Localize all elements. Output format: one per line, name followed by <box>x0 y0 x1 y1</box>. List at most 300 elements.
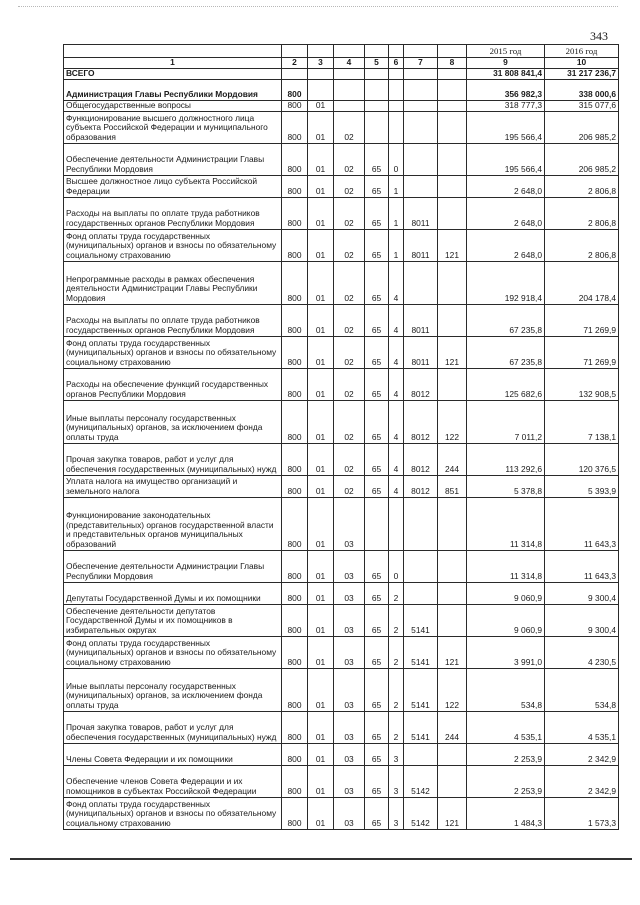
row-direction-cell <box>404 550 438 582</box>
row-amount-2015-cell: 7 011,2 <box>467 400 545 443</box>
row-program-cell <box>365 100 389 111</box>
row-name-cell: Высшее должностное лицо субъекта Российской Федерации <box>64 175 282 197</box>
row-section-cell: 01 <box>308 304 334 336</box>
row-expense-type-cell <box>438 111 467 143</box>
row-expense-type-cell: 121 <box>438 797 467 829</box>
row-program-cell: 65 <box>365 400 389 443</box>
row-amount-2016-cell: 534,8 <box>545 668 619 711</box>
row-amount-2015-cell: 195 566,4 <box>467 111 545 143</box>
row-subsection-cell: 03 <box>334 743 365 765</box>
row-subprogram-cell: 4 <box>389 368 404 400</box>
table-row <box>64 111 619 143</box>
row-program-cell: 65 <box>365 668 389 711</box>
row-program-cell <box>365 68 389 79</box>
row-admin-code-cell <box>282 68 308 79</box>
row-expense-type-cell <box>438 175 467 197</box>
table-row <box>64 711 619 743</box>
row-expense-type-cell <box>438 68 467 79</box>
row-name-cell: Иные выплаты персоналу государственных (муниципальных) органов, за исключением фонда оплаты труда <box>64 668 282 711</box>
row-direction-cell: 5141 <box>404 668 438 711</box>
row-section-cell: 01 <box>308 475 334 497</box>
row-amount-2015-cell: 5 378,8 <box>467 475 545 497</box>
row-subsection-cell: 03 <box>334 550 365 582</box>
row-direction-cell <box>404 497 438 550</box>
row-amount-2016-cell: 120 376,5 <box>545 443 619 475</box>
row-admin-code-cell: 800 <box>282 111 308 143</box>
column-number: 8 <box>438 58 467 69</box>
table-row <box>64 668 619 711</box>
row-section-cell: 01 <box>308 368 334 400</box>
row-direction-cell: 8011 <box>404 336 438 368</box>
table-row <box>64 304 619 336</box>
row-admin-code-cell: 800 <box>282 304 308 336</box>
row-program-cell: 65 <box>365 604 389 636</box>
row-program-cell <box>365 79 389 100</box>
row-subsection-cell: 02 <box>334 229 365 261</box>
row-program-cell: 65 <box>365 368 389 400</box>
row-subprogram-cell: 4 <box>389 304 404 336</box>
row-subsection-cell: 03 <box>334 765 365 797</box>
row-name-cell: ВСЕГО <box>64 68 282 79</box>
row-program-cell: 65 <box>365 743 389 765</box>
row-direction-cell <box>404 79 438 100</box>
row-name-cell: Уплата налога на имущество организаций и земельного налога <box>64 475 282 497</box>
row-subsection-cell: 02 <box>334 197 365 229</box>
row-name-cell: Администрация Главы Республики Мордовия <box>64 79 282 100</box>
row-amount-2016-cell: 2 806,8 <box>545 197 619 229</box>
row-subsection-cell: 02 <box>334 175 365 197</box>
row-amount-2015-cell: 125 682,6 <box>467 368 545 400</box>
header-empty-cell <box>365 45 389 58</box>
header-empty-cell <box>389 45 404 58</box>
row-name-cell: Депутаты Государственной Думы и их помощники <box>64 582 282 604</box>
row-admin-code-cell: 800 <box>282 497 308 550</box>
row-amount-2016-cell: 2 342,9 <box>545 743 619 765</box>
row-subprogram-cell: 1 <box>389 229 404 261</box>
header-empty-cell <box>282 45 308 58</box>
row-amount-2015-cell: 192 918,4 <box>467 261 545 304</box>
row-amount-2015-cell: 3 991,0 <box>467 636 545 668</box>
row-section-cell: 01 <box>308 711 334 743</box>
row-program-cell: 65 <box>365 765 389 797</box>
row-direction-cell <box>404 143 438 175</box>
row-section-cell: 01 <box>308 175 334 197</box>
row-name-cell: Фонд оплаты труда государственных (муниципальных) органов и взносы по обязательному социальному страхованию <box>64 336 282 368</box>
row-admin-code-cell: 800 <box>282 143 308 175</box>
row-program-cell: 65 <box>365 550 389 582</box>
row-subsection-cell <box>334 100 365 111</box>
row-name-cell: Обеспечение деятельности Администрации Главы Республики Мордовия <box>64 143 282 175</box>
row-amount-2015-cell: 9 060,9 <box>467 582 545 604</box>
row-amount-2016-cell: 338 000,6 <box>545 79 619 100</box>
table-row <box>64 368 619 400</box>
row-amount-2016-cell: 1 573,3 <box>545 797 619 829</box>
row-section-cell: 01 <box>308 443 334 475</box>
row-admin-code-cell: 800 <box>282 668 308 711</box>
row-admin-code-cell: 800 <box>282 711 308 743</box>
row-expense-type-cell: 122 <box>438 400 467 443</box>
row-direction-cell: 5141 <box>404 604 438 636</box>
row-expense-type-cell <box>438 261 467 304</box>
row-name-cell: Функционирование высшего должностного лица субъекта Российской Федерации и муниципального образования <box>64 111 282 143</box>
table-row <box>64 400 619 443</box>
row-expense-type-cell <box>438 197 467 229</box>
row-amount-2015-cell: 356 982,3 <box>467 79 545 100</box>
row-section-cell: 01 <box>308 143 334 175</box>
row-program-cell: 65 <box>365 443 389 475</box>
row-amount-2015-cell: 67 235,8 <box>467 336 545 368</box>
row-amount-2015-cell: 9 060,9 <box>467 604 545 636</box>
row-program-cell: 65 <box>365 261 389 304</box>
row-admin-code-cell: 800 <box>282 765 308 797</box>
bottom-rule <box>10 858 632 860</box>
row-name-cell: Расходы на выплаты по оплате труда работников государственных органов Республики Мордовия <box>64 197 282 229</box>
row-name-cell: Обеспечение членов Совета Федерации и их помощников в субъектах Российской Федерации <box>64 765 282 797</box>
row-program-cell: 65 <box>365 475 389 497</box>
column-number: 2 <box>282 58 308 69</box>
table-row <box>64 765 619 797</box>
row-amount-2015-cell: 2 648,0 <box>467 229 545 261</box>
row-admin-code-cell: 800 <box>282 636 308 668</box>
row-amount-2015-cell: 31 808 841,4 <box>467 68 545 79</box>
row-name-cell: Прочая закупка товаров, работ и услуг для обеспечения государственных (муниципальных) нужд <box>64 443 282 475</box>
row-amount-2015-cell: 1 484,3 <box>467 797 545 829</box>
row-admin-code-cell: 800 <box>282 443 308 475</box>
row-expense-type-cell <box>438 582 467 604</box>
row-section-cell: 01 <box>308 400 334 443</box>
row-subprogram-cell: 4 <box>389 475 404 497</box>
row-section-cell: 01 <box>308 229 334 261</box>
row-subprogram-cell: 4 <box>389 336 404 368</box>
row-amount-2016-cell: 71 269,9 <box>545 304 619 336</box>
table-row <box>64 443 619 475</box>
row-subsection-cell: 03 <box>334 582 365 604</box>
row-section-cell: 01 <box>308 668 334 711</box>
row-section-cell: 01 <box>308 765 334 797</box>
row-admin-code-cell: 800 <box>282 475 308 497</box>
row-name-cell: Иные выплаты персоналу государственных (муниципальных) органов, за исключением фонда оплаты труда <box>64 400 282 443</box>
table-row <box>64 79 619 100</box>
row-expense-type-cell: 244 <box>438 443 467 475</box>
row-program-cell: 65 <box>365 143 389 175</box>
row-subprogram-cell: 4 <box>389 400 404 443</box>
row-subprogram-cell: 4 <box>389 443 404 475</box>
table-row <box>64 229 619 261</box>
row-subprogram-cell: 1 <box>389 197 404 229</box>
row-subsection-cell: 02 <box>334 400 365 443</box>
row-admin-code-cell: 800 <box>282 582 308 604</box>
row-admin-code-cell: 800 <box>282 604 308 636</box>
row-direction-cell: 8012 <box>404 400 438 443</box>
column-number: 4 <box>334 58 365 69</box>
row-amount-2015-cell: 2 648,0 <box>467 175 545 197</box>
header-empty-cell <box>438 45 467 58</box>
table-row <box>64 743 619 765</box>
row-subprogram-cell: 4 <box>389 261 404 304</box>
row-admin-code-cell: 800 <box>282 743 308 765</box>
table-row <box>64 175 619 197</box>
row-subsection-cell: 02 <box>334 143 365 175</box>
row-direction-cell: 5141 <box>404 711 438 743</box>
header-empty-cell <box>334 45 365 58</box>
row-section-cell: 01 <box>308 197 334 229</box>
row-amount-2016-cell: 204 178,4 <box>545 261 619 304</box>
row-subprogram-cell: 3 <box>389 797 404 829</box>
row-amount-2016-cell: 4 230,5 <box>545 636 619 668</box>
budget-table-body <box>64 68 619 829</box>
row-subsection-cell: 02 <box>334 261 365 304</box>
year-header-row <box>64 45 619 58</box>
row-expense-type-cell <box>438 100 467 111</box>
row-admin-code-cell: 800 <box>282 336 308 368</box>
row-direction-cell <box>404 743 438 765</box>
row-name-cell: Расходы на обеспечение функций государственных органов Республики Мордовия <box>64 368 282 400</box>
row-subprogram-cell: 3 <box>389 765 404 797</box>
row-expense-type-cell <box>438 368 467 400</box>
row-expense-type-cell: 121 <box>438 229 467 261</box>
row-subsection-cell: 02 <box>334 443 365 475</box>
row-direction-cell <box>404 68 438 79</box>
row-section-cell: 01 <box>308 636 334 668</box>
header-empty-cell <box>404 45 438 58</box>
row-subprogram-cell: 2 <box>389 711 404 743</box>
table-row <box>64 197 619 229</box>
row-subsection-cell: 02 <box>334 336 365 368</box>
row-amount-2016-cell: 11 643,3 <box>545 497 619 550</box>
row-subprogram-cell: 2 <box>389 636 404 668</box>
table-row <box>64 582 619 604</box>
row-amount-2015-cell: 2 648,0 <box>467 197 545 229</box>
row-admin-code-cell: 800 <box>282 175 308 197</box>
row-section-cell <box>308 79 334 100</box>
row-direction-cell <box>404 111 438 143</box>
header-empty-cell <box>64 45 282 58</box>
row-admin-code-cell: 800 <box>282 261 308 304</box>
row-amount-2016-cell: 206 985,2 <box>545 143 619 175</box>
row-name-cell: Фонд оплаты труда государственных (муниципальных) органов и взносы по обязательному социальному страхованию <box>64 797 282 829</box>
row-expense-type-cell <box>438 143 467 175</box>
row-section-cell <box>308 68 334 79</box>
row-amount-2015-cell: 2 253,9 <box>467 743 545 765</box>
table-row <box>64 68 619 79</box>
row-amount-2015-cell: 67 235,8 <box>467 304 545 336</box>
row-subprogram-cell: 0 <box>389 550 404 582</box>
table-row <box>64 497 619 550</box>
table-row <box>64 336 619 368</box>
row-expense-type-cell: 121 <box>438 636 467 668</box>
row-direction-cell: 8012 <box>404 443 438 475</box>
row-direction-cell <box>404 582 438 604</box>
row-direction-cell <box>404 175 438 197</box>
row-admin-code-cell: 800 <box>282 797 308 829</box>
row-expense-type-cell <box>438 304 467 336</box>
row-expense-type-cell <box>438 604 467 636</box>
row-expense-type-cell <box>438 765 467 797</box>
row-section-cell: 01 <box>308 582 334 604</box>
row-name-cell: Члены Совета Федерации и их помощники <box>64 743 282 765</box>
row-program-cell: 65 <box>365 304 389 336</box>
row-program-cell: 65 <box>365 336 389 368</box>
header-empty-cell <box>308 45 334 58</box>
column-number: 3 <box>308 58 334 69</box>
row-amount-2015-cell: 2 253,9 <box>467 765 545 797</box>
table-row <box>64 475 619 497</box>
column-number: 1 <box>64 58 282 69</box>
row-subprogram-cell <box>389 497 404 550</box>
row-name-cell: Непрограммные расходы в рамках обеспечения деятельности Администрации Главы Республики Мордовия <box>64 261 282 304</box>
row-amount-2016-cell: 7 138,1 <box>545 400 619 443</box>
row-subprogram-cell: 2 <box>389 582 404 604</box>
row-name-cell: Прочая закупка товаров, работ и услуг для обеспечения государственных (муниципальных) нужд <box>64 711 282 743</box>
row-subsection-cell <box>334 79 365 100</box>
column-number: 9 <box>467 58 545 69</box>
row-amount-2016-cell: 132 908,5 <box>545 368 619 400</box>
row-amount-2015-cell: 195 566,4 <box>467 143 545 175</box>
row-subprogram-cell: 3 <box>389 743 404 765</box>
row-direction-cell <box>404 100 438 111</box>
row-amount-2016-cell: 315 077,6 <box>545 100 619 111</box>
row-admin-code-cell: 800 <box>282 197 308 229</box>
row-amount-2016-cell: 4 535,1 <box>545 711 619 743</box>
row-amount-2016-cell: 31 217 236,7 <box>545 68 619 79</box>
row-program-cell <box>365 111 389 143</box>
row-admin-code-cell: 800 <box>282 79 308 100</box>
row-direction-cell: 5141 <box>404 636 438 668</box>
top-dotted-line <box>18 6 618 7</box>
row-name-cell: Обеспечение деятельности Администрации Главы Республики Мордовия <box>64 550 282 582</box>
row-direction-cell <box>404 261 438 304</box>
row-direction-cell: 8011 <box>404 197 438 229</box>
row-direction-cell: 8011 <box>404 304 438 336</box>
table-row <box>64 797 619 829</box>
row-section-cell: 01 <box>308 797 334 829</box>
column-number: 5 <box>365 58 389 69</box>
row-subsection-cell <box>334 68 365 79</box>
row-expense-type-cell <box>438 79 467 100</box>
row-program-cell: 65 <box>365 797 389 829</box>
row-program-cell: 65 <box>365 197 389 229</box>
row-name-cell: Функционирование законодательных (представительных) органов государственной власти и представительных органов муниципальных образований <box>64 497 282 550</box>
page-number: 343 <box>590 29 608 43</box>
row-amount-2016-cell: 9 300,4 <box>545 604 619 636</box>
row-direction-cell: 8011 <box>404 229 438 261</box>
row-section-cell: 01 <box>308 743 334 765</box>
row-expense-type-cell <box>438 497 467 550</box>
table-row <box>64 261 619 304</box>
row-subsection-cell: 02 <box>334 475 365 497</box>
row-name-cell: Обеспечение деятельности депутатов Государственной Думы и их помощников в избирательных округах <box>64 604 282 636</box>
row-admin-code-cell: 800 <box>282 100 308 111</box>
row-subprogram-cell <box>389 111 404 143</box>
row-subprogram-cell: 0 <box>389 143 404 175</box>
row-subprogram-cell: 1 <box>389 175 404 197</box>
row-amount-2015-cell: 11 314,8 <box>467 497 545 550</box>
row-expense-type-cell: 851 <box>438 475 467 497</box>
row-amount-2016-cell: 206 985,2 <box>545 111 619 143</box>
row-subsection-cell: 03 <box>334 668 365 711</box>
row-subsection-cell: 03 <box>334 636 365 668</box>
row-program-cell: 65 <box>365 229 389 261</box>
row-program-cell: 65 <box>365 582 389 604</box>
row-name-cell: Расходы на выплаты по оплате труда работников государственных органов Республики Мордовия <box>64 304 282 336</box>
row-direction-cell: 5142 <box>404 765 438 797</box>
row-section-cell: 01 <box>308 336 334 368</box>
row-subsection-cell: 02 <box>334 111 365 143</box>
row-direction-cell: 5142 <box>404 797 438 829</box>
row-direction-cell: 8012 <box>404 475 438 497</box>
row-section-cell: 01 <box>308 550 334 582</box>
year-2016-header: 2016 год <box>545 45 619 58</box>
row-expense-type-cell: 244 <box>438 711 467 743</box>
row-expense-type-cell <box>438 743 467 765</box>
row-section-cell: 01 <box>308 111 334 143</box>
row-subprogram-cell <box>389 68 404 79</box>
row-amount-2015-cell: 534,8 <box>467 668 545 711</box>
row-direction-cell: 8012 <box>404 368 438 400</box>
row-amount-2016-cell: 5 393,9 <box>545 475 619 497</box>
row-amount-2015-cell: 113 292,6 <box>467 443 545 475</box>
row-amount-2015-cell: 4 535,1 <box>467 711 545 743</box>
row-amount-2016-cell: 2 806,8 <box>545 229 619 261</box>
row-admin-code-cell: 800 <box>282 550 308 582</box>
row-subsection-cell: 03 <box>334 497 365 550</box>
row-expense-type-cell <box>438 550 467 582</box>
row-amount-2016-cell: 71 269,9 <box>545 336 619 368</box>
row-admin-code-cell: 800 <box>282 229 308 261</box>
row-section-cell: 01 <box>308 100 334 111</box>
table-row <box>64 604 619 636</box>
row-subprogram-cell: 2 <box>389 668 404 711</box>
row-subprogram-cell: 2 <box>389 604 404 636</box>
row-section-cell: 01 <box>308 497 334 550</box>
table-row <box>64 550 619 582</box>
row-program-cell: 65 <box>365 175 389 197</box>
row-amount-2015-cell: 318 777,3 <box>467 100 545 111</box>
row-subsection-cell: 02 <box>334 368 365 400</box>
row-section-cell: 01 <box>308 604 334 636</box>
row-amount-2015-cell: 11 314,8 <box>467 550 545 582</box>
table-row <box>64 143 619 175</box>
row-admin-code-cell: 800 <box>282 368 308 400</box>
table-row <box>64 100 619 111</box>
row-name-cell: Общегосударственные вопросы <box>64 100 282 111</box>
column-number: 6 <box>389 58 404 69</box>
column-number: 10 <box>545 58 619 69</box>
row-subprogram-cell <box>389 79 404 100</box>
row-amount-2016-cell: 11 643,3 <box>545 550 619 582</box>
row-name-cell: Фонд оплаты труда государственных (муниципальных) органов и взносы по обязательному социальному страхованию <box>64 636 282 668</box>
column-number-row <box>64 58 619 69</box>
row-subsection-cell: 03 <box>334 711 365 743</box>
row-admin-code-cell: 800 <box>282 400 308 443</box>
row-program-cell: 65 <box>365 711 389 743</box>
row-amount-2016-cell: 2 806,8 <box>545 175 619 197</box>
row-subsection-cell: 02 <box>334 304 365 336</box>
row-subsection-cell: 03 <box>334 797 365 829</box>
row-section-cell: 01 <box>308 261 334 304</box>
year-2015-header: 2015 год <box>467 45 545 58</box>
row-expense-type-cell: 122 <box>438 668 467 711</box>
row-subsection-cell: 03 <box>334 604 365 636</box>
row-program-cell <box>365 497 389 550</box>
row-subprogram-cell <box>389 100 404 111</box>
row-expense-type-cell: 121 <box>438 336 467 368</box>
table-row <box>64 636 619 668</box>
column-number: 7 <box>404 58 438 69</box>
row-amount-2016-cell: 2 342,9 <box>545 765 619 797</box>
row-program-cell: 65 <box>365 636 389 668</box>
budget-table <box>63 44 619 830</box>
